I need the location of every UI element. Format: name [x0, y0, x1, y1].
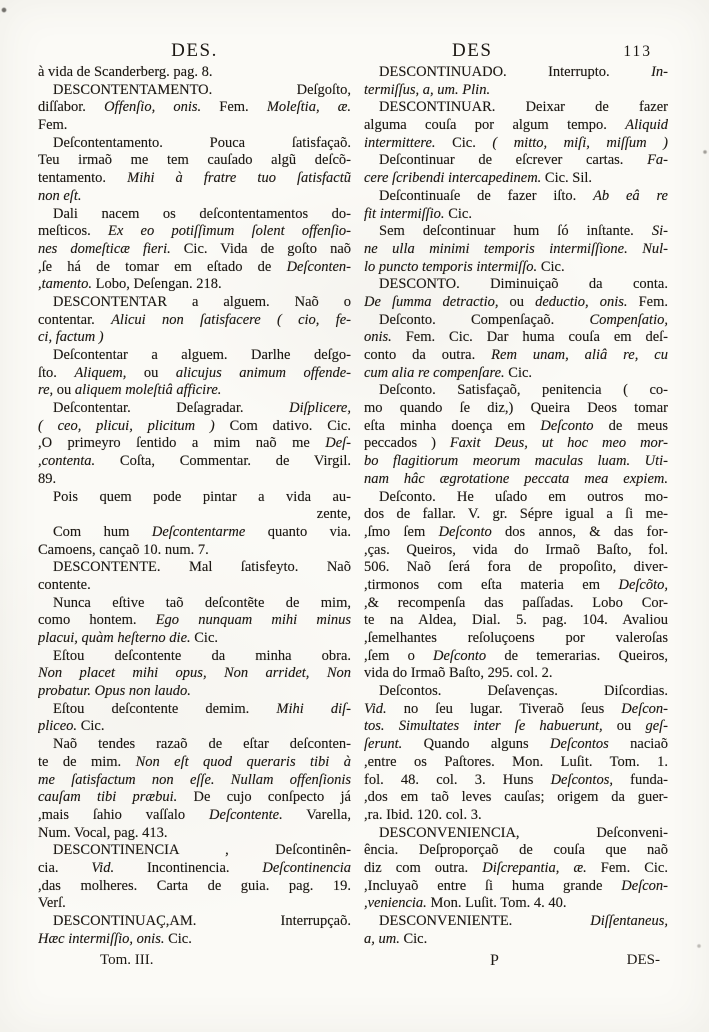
signature-mark: P — [490, 952, 499, 969]
roman-text: Num. Vocal, pag. 413. — [38, 824, 168, 841]
text-line — [38, 630, 351, 648]
roman-text: cia. — [38, 859, 92, 876]
text-line — [38, 471, 351, 489]
roman-text: zente, — [316, 506, 351, 523]
text-line — [364, 701, 668, 719]
text-line — [364, 206, 668, 224]
latin-italic-text: Alicui non ſatisfacere ( cio, fe- — [111, 311, 351, 328]
text-line — [364, 241, 668, 259]
roman-text: Coſta, Commentar. de Virgil. — [95, 453, 351, 470]
roman-text: ,ra. Ibid. 120. col. 3. — [364, 806, 482, 823]
text-line — [364, 860, 668, 878]
latin-italic-text: deductio, onis. — [535, 293, 628, 310]
latin-italic-text: Compenſatio, — [589, 311, 668, 328]
roman-text: Sem deſcontinuar hum ſó inſtante. — [379, 223, 652, 240]
running-title-right — [364, 40, 668, 64]
roman-text: Incontinencia. — [114, 859, 263, 876]
latin-italic-text: probatur. Opus non laudo. — [38, 683, 191, 700]
roman-text: Com hum — [53, 523, 152, 540]
roman-text: DESCONTINENCIA , Deſcontinên- — [53, 842, 351, 859]
latin-italic-text: Si- — [651, 223, 668, 240]
text-line — [38, 276, 351, 294]
latin-italic-text: Ego nunquam mihi minus — [155, 612, 351, 629]
roman-text: Teu irmaõ me tem cauſado algũ deſcõ- — [38, 152, 351, 169]
roman-text: DESCONVENIENCIA, Deſconveni- — [379, 824, 668, 841]
text-line — [38, 506, 351, 524]
text-line — [364, 524, 668, 542]
roman-text: conto da outra. — [364, 347, 492, 363]
latin-italic-text: Deſconten- — [286, 258, 351, 275]
latin-italic-text: Diſcrepantia, æ. — [482, 859, 587, 876]
text-line — [38, 931, 351, 949]
text-line — [38, 559, 351, 577]
text-line — [38, 152, 351, 170]
latin-italic-text: pliceo. — [38, 718, 78, 735]
roman-text: de meus — [593, 417, 668, 434]
text-line — [38, 683, 351, 701]
latin-italic-text: Diſſentaneus, — [590, 913, 668, 929]
text-line — [364, 736, 668, 754]
latin-italic-text: non eſt. — [38, 187, 82, 204]
latin-italic-text: ( ceo, plicui, plicitum ) — [38, 417, 215, 434]
latin-italic-text: Non placet mihi opus, Non arridet, Non — [38, 665, 351, 682]
latin-italic-text: ( mitto, miſi, miſſum ) — [492, 134, 668, 151]
text-line — [38, 64, 351, 82]
roman-text: ſto. — [38, 364, 75, 381]
roman-text: eſta minha doença em — [364, 417, 541, 434]
roman-text: Cic. — [164, 930, 192, 947]
text-line — [38, 807, 351, 825]
text-line — [364, 895, 668, 913]
text-line — [38, 223, 351, 241]
latin-italic-text: Hæc intermiſſio, onis. — [38, 930, 165, 947]
roman-text: tentamento. — [38, 170, 128, 187]
latin-italic-text: Deſcon- — [621, 877, 668, 894]
text-column-right — [364, 64, 668, 948]
roman-text: Deſconto. Satisfaçaõ, penitencia ( co- — [379, 382, 668, 399]
latin-italic-text: ,veniencia. — [364, 895, 427, 912]
text-line — [364, 612, 668, 630]
text-line — [38, 188, 351, 206]
text-line — [38, 612, 351, 630]
latin-italic-text: tos. Simultates inter ſe habuerunt, — [364, 718, 603, 735]
roman-text: diſſabor. — [38, 99, 105, 116]
text-line — [364, 294, 668, 312]
roman-text: Fem. — [201, 99, 267, 116]
text-line — [364, 312, 668, 330]
roman-text: Camoens, cançaõ 10. num. 7. — [38, 541, 209, 558]
roman-text: ,Incluyaõ entre ſi huma grande — [364, 877, 622, 894]
text-line — [38, 860, 351, 878]
roman-text: contentar. — [38, 311, 112, 328]
text-line — [364, 400, 668, 418]
text-line — [38, 312, 351, 330]
roman-text: ,mais ſahio vaſſalo — [38, 806, 210, 823]
roman-text: alguma couſa por algum tempo. — [364, 117, 626, 134]
roman-text: Cic. Vida de goſto naõ — [170, 240, 351, 257]
running-title-left: DES. — [171, 40, 218, 61]
text-line — [364, 648, 668, 666]
text-columns — [38, 64, 668, 948]
text-line — [364, 559, 668, 577]
text-line — [364, 595, 668, 613]
text-line — [38, 718, 351, 736]
latin-italic-text: aliquem moleſtiâ afficire. — [74, 382, 222, 399]
text-line — [364, 683, 668, 701]
latin-italic-text: re, — [38, 382, 54, 399]
roman-text: te na Aldea, Dial. 5. pag. 104. Avaliou — [364, 612, 668, 629]
text-line — [38, 648, 351, 666]
latin-italic-text: Deſcõto, — [618, 576, 668, 593]
roman-text: ,tirmonos com eſta materia em — [364, 576, 619, 593]
latin-italic-text: Ab eâ re — [593, 187, 668, 204]
text-line — [364, 772, 668, 790]
roman-text: Deſconto. Compenſaçaõ. — [379, 311, 590, 328]
roman-text: Eſtou deſcontente da minha obra. — [53, 647, 351, 664]
roman-text: Dali nacem os deſcontentamentos do- — [53, 205, 351, 222]
text-column-left — [38, 64, 351, 948]
latin-italic-text: Deſconto — [540, 417, 594, 434]
latin-italic-text: Aliquid — [625, 117, 668, 134]
text-line — [38, 736, 351, 754]
text-line — [364, 152, 668, 170]
latin-italic-text: Deſcontentarme — [151, 523, 246, 540]
roman-text: ou — [53, 382, 75, 399]
text-line — [364, 630, 668, 648]
roman-text: Deſcontinuaſe de fazer iſto. — [379, 187, 594, 204]
roman-text: Cic. — [537, 258, 565, 275]
roman-text: DESCONTINUAR. Deixar de fazer — [379, 99, 668, 116]
text-line — [364, 913, 668, 931]
latin-italic-text: Deſconto — [438, 523, 492, 540]
text-line — [38, 772, 351, 790]
latin-italic-text: Deſ- — [325, 435, 351, 452]
latin-italic-text: Faxit Deus, ut hoc meo mor- — [449, 435, 668, 452]
roman-text: ou — [498, 293, 536, 310]
page-header — [38, 40, 668, 64]
text-line — [364, 718, 668, 736]
text-line — [364, 82, 668, 100]
latin-italic-text: Deſcontinencia — [262, 859, 351, 876]
latin-italic-text: me ſatisfactum non eſſe. Nullam offenſionis — [38, 771, 351, 788]
text-line — [38, 135, 351, 153]
text-line — [364, 754, 668, 772]
roman-text: Cic. — [190, 630, 219, 646]
roman-text: Cic. — [435, 134, 493, 151]
roman-text: Deſcontentamento. Pouca ſatisfaçaõ. — [53, 134, 351, 151]
roman-text: Deſconto. He uſado em outros mo- — [379, 488, 668, 505]
latin-italic-text: cum alia re compenſare. — [364, 364, 505, 381]
text-line — [38, 913, 351, 931]
text-line — [364, 577, 668, 595]
roman-text: Com dativo. Cic. — [214, 417, 351, 434]
roman-text: Deſcontentar. Deſagradar. — [53, 400, 290, 417]
latin-italic-text: nam hâc ægrotatione peccata mea expiem. — [364, 470, 668, 487]
latin-italic-text: Deſcontos — [550, 736, 609, 753]
roman-text: ,ſmo ſem — [364, 523, 439, 540]
roman-text: Deſcontinuar de eſcrever cartas. — [379, 152, 648, 169]
roman-text: à vida de Scanderberg. pag. 8. — [38, 64, 213, 80]
latin-italic-text: bo flagitiorum meorum maculas luam. Uti- — [364, 453, 668, 470]
roman-text: DESCONTINUAÇ,AM. Interrupçaõ. — [53, 913, 351, 929]
latin-italic-text: Rem unam, aliâ re, cu — [491, 347, 668, 363]
text-line — [38, 347, 351, 365]
text-line — [38, 382, 351, 400]
roman-text: como hontem. — [38, 612, 156, 629]
text-line — [38, 701, 351, 719]
text-line — [38, 524, 351, 542]
latin-italic-text: Offenſio, onis. — [104, 99, 202, 116]
text-line — [364, 842, 668, 860]
roman-text: Nunca eſtive taõ deſcontẽte de mim, — [53, 594, 351, 611]
latin-italic-text: Diſplicere, — [289, 400, 351, 417]
text-line — [364, 276, 668, 294]
text-line — [38, 489, 351, 507]
latin-italic-text: Ex eo potiſſimum ſolent offenſio- — [108, 223, 351, 240]
latin-italic-text: Mihi à fratre tuo ſatisfactũ — [127, 170, 351, 187]
latin-italic-text: onis. — [364, 329, 392, 346]
text-line — [364, 931, 668, 949]
roman-text: 89. — [38, 470, 57, 487]
roman-text: DESCONTO. Diminuiçaõ da conta. — [379, 276, 668, 293]
text-line — [364, 347, 668, 365]
text-line — [38, 365, 351, 383]
text-line — [364, 789, 668, 807]
roman-text: ,O primeyro ſentido a mim naõ me — [38, 435, 326, 452]
roman-text: meſticos. — [38, 223, 109, 240]
latin-italic-text: Vid. — [91, 859, 115, 876]
roman-text: ,ſem o — [364, 647, 434, 664]
volume-label: Tom. III. — [100, 952, 154, 968]
roman-text: diz com outra. — [364, 859, 483, 876]
roman-text: ,das molheres. Carta de guia. pag. 19. — [38, 877, 351, 894]
roman-text: dos de fallar. V. gr. Sépre igual a ſi me- — [364, 506, 668, 523]
text-line — [38, 895, 351, 913]
latin-italic-text: ci, factum ) — [38, 329, 104, 346]
roman-text: ,ças. Queiros, vida do Irmaõ Baſto, fol. — [364, 541, 668, 558]
text-line — [38, 842, 351, 860]
text-line — [38, 665, 351, 683]
roman-text: Verſ. — [38, 895, 66, 912]
latin-italic-text: intermittere. — [364, 134, 436, 151]
roman-text: Pois quem pode pintar a vida au- — [53, 488, 351, 505]
roman-text: DESCONTINUADO. Interrupto. — [379, 64, 652, 80]
roman-text: ou — [126, 364, 176, 381]
roman-text: Cic. Sil. — [541, 170, 593, 187]
text-line — [38, 329, 351, 347]
roman-text: te de mim. — [38, 753, 136, 770]
roman-text: Cic. — [399, 930, 428, 947]
roman-text: ,ſemelhantes reſoluçoens por valeroſas — [364, 630, 668, 646]
text-line — [364, 471, 668, 489]
text-line — [364, 807, 668, 825]
roman-text: contente. — [38, 576, 91, 593]
roman-text: Cic. — [504, 364, 533, 381]
text-line — [364, 64, 668, 82]
roman-text: 506. Naõ ſerá fora de propoſito, diver- — [364, 559, 668, 576]
text-line — [364, 382, 668, 400]
latin-italic-text: lo puncto temporis intermiſſo. — [364, 258, 538, 275]
text-line — [38, 453, 351, 471]
running-title-right-text: DES — [452, 40, 493, 61]
text-line — [38, 878, 351, 896]
text-line — [38, 294, 351, 312]
text-line — [364, 878, 668, 896]
latin-italic-text: ſerunt. — [364, 736, 403, 753]
roman-text: Quando alguns — [402, 736, 551, 753]
text-line — [38, 82, 351, 100]
text-line — [38, 754, 351, 772]
latin-italic-text: In- — [651, 64, 668, 80]
text-line — [364, 418, 668, 436]
text-line — [38, 825, 351, 843]
text-line — [364, 542, 668, 560]
roman-text: Eſtou deſcontente demim. — [53, 700, 277, 717]
roman-text: ência. Deſproporçaõ de couſa que naõ — [364, 842, 668, 859]
text-line — [364, 329, 668, 347]
latin-italic-text: Mihi diſ- — [276, 700, 351, 717]
roman-text: Deſcontentar a alguem. Darlhe deſgo- — [53, 347, 351, 363]
text-line — [364, 825, 668, 843]
text-line — [38, 577, 351, 595]
latin-italic-text: alicujus animum offende- — [175, 364, 351, 381]
text-line — [364, 489, 668, 507]
latin-italic-text: Deſcon- — [621, 700, 668, 717]
roman-text: naciaõ — [608, 736, 668, 753]
text-line — [364, 117, 668, 135]
latin-italic-text: nes domeſticæ fieri. — [38, 240, 171, 257]
latin-italic-text: cere ſcribendi intercapedinem. — [364, 170, 542, 187]
text-line — [38, 789, 351, 807]
text-line — [364, 665, 668, 683]
roman-text: Varella, — [282, 806, 351, 823]
roman-text: dos annos, & das for- — [491, 523, 668, 540]
roman-text: DESCONTENTAMENTO. Deſgoſto, — [53, 81, 351, 98]
roman-text: De cujo conſpecto já — [177, 789, 351, 806]
roman-text: Naõ tendes razaõ de eſtar deſconten- — [53, 736, 351, 753]
roman-text: peccados ) — [364, 435, 450, 452]
text-line — [364, 506, 668, 524]
roman-text: Fem. — [627, 293, 668, 310]
text-line — [364, 365, 668, 383]
text-line — [364, 259, 668, 277]
roman-text: Cic. — [77, 718, 105, 735]
latin-italic-text: placui, quàm heſterno die. — [38, 630, 191, 646]
roman-text: Fem. Cic. — [586, 859, 668, 876]
latin-italic-text: Non eſt quod queraris tibi à — [135, 753, 351, 770]
roman-text: de temerarias. Queiros, — [486, 647, 668, 664]
text-line — [38, 206, 351, 224]
text-line — [364, 188, 668, 206]
latin-italic-text: Deſconto — [433, 647, 487, 664]
roman-text: no ſeu lugar. Tiveraõ ſeus — [386, 700, 622, 717]
roman-text: Fem. — [38, 117, 68, 134]
roman-text: ,dos em taõ leves cauſas; origem da guer- — [364, 789, 668, 806]
text-line — [364, 135, 668, 153]
latin-italic-text: geſ- — [645, 718, 668, 735]
latin-italic-text: cauſam tibi præbui. — [38, 789, 178, 806]
roman-text: Fem. Cic. Dar huma couſa em deſ- — [391, 329, 668, 346]
latin-italic-text: ,tamento. — [38, 276, 92, 293]
latin-italic-text: De ſumma detractio, — [364, 293, 499, 310]
roman-text: Lobo, Deſengan. 218. — [91, 276, 222, 293]
text-line — [38, 259, 351, 277]
latin-italic-text: Fa- — [647, 152, 668, 169]
text-line — [38, 241, 351, 259]
roman-text: ,ſe há de tomar em eſtado de — [38, 258, 287, 275]
text-line — [38, 435, 351, 453]
roman-text: fol. 48. col. 3. Huns — [364, 771, 551, 788]
latin-italic-text: Vid. — [364, 700, 387, 717]
roman-text: DESCONVENIENTE. — [379, 913, 591, 929]
latin-italic-text: a, um. — [364, 930, 400, 947]
page-footer — [38, 952, 668, 974]
latin-italic-text: fit intermiſſio. — [364, 205, 445, 222]
latin-italic-text: termiſſus, a, um. Plin. — [364, 81, 491, 98]
roman-text: funda- — [612, 771, 668, 788]
latin-italic-text: ,contenta. — [38, 453, 96, 470]
latin-italic-text: ne ulla minimi temporis intermiſſione. Nul- — [364, 240, 668, 257]
roman-text: Cic. — [444, 205, 472, 222]
latin-italic-text: Deſcontos, — [550, 771, 613, 788]
latin-italic-text: Deſcontente. — [209, 806, 283, 823]
roman-text: vida do Irmaõ Baſto, 295. col. 2. — [364, 665, 553, 682]
text-line — [38, 542, 351, 560]
roman-text: Mon. Luſit. Tom. 4. 40. — [426, 895, 567, 912]
roman-text: ,entre os Paſtores. Mon. Luſit. Tom. 1. — [364, 753, 668, 770]
text-line — [38, 170, 351, 188]
roman-text: mo quando ſe diz,) Queira Deos tomar — [364, 400, 668, 417]
text-line — [38, 418, 351, 436]
roman-text: ,& recompenſa das paſſadas. Lobo Cor- — [364, 594, 668, 611]
catchword: DES- — [626, 952, 660, 968]
text-line — [38, 99, 351, 117]
text-line — [364, 223, 668, 241]
latin-italic-text: Moleſtia, æ. — [266, 99, 351, 116]
text-line — [38, 595, 351, 613]
text-line — [364, 170, 668, 188]
roman-text: quanto via. — [245, 523, 351, 540]
roman-text: DESCONTENTE. Mal ſatisfeyto. Naõ — [53, 559, 351, 576]
text-line — [364, 435, 668, 453]
text-line — [38, 400, 351, 418]
roman-text: ou — [602, 718, 646, 735]
latin-italic-text: Aliquem, — [74, 364, 127, 381]
text-line — [364, 99, 668, 117]
roman-text: DESCONTENTAR a alguem. Naõ o — [53, 293, 351, 310]
roman-text: Deſcontos. Deſavenças. Diſcordias. — [379, 683, 668, 700]
page-number: 113 — [623, 43, 652, 60]
text-line — [38, 117, 351, 135]
text-line — [364, 453, 668, 471]
